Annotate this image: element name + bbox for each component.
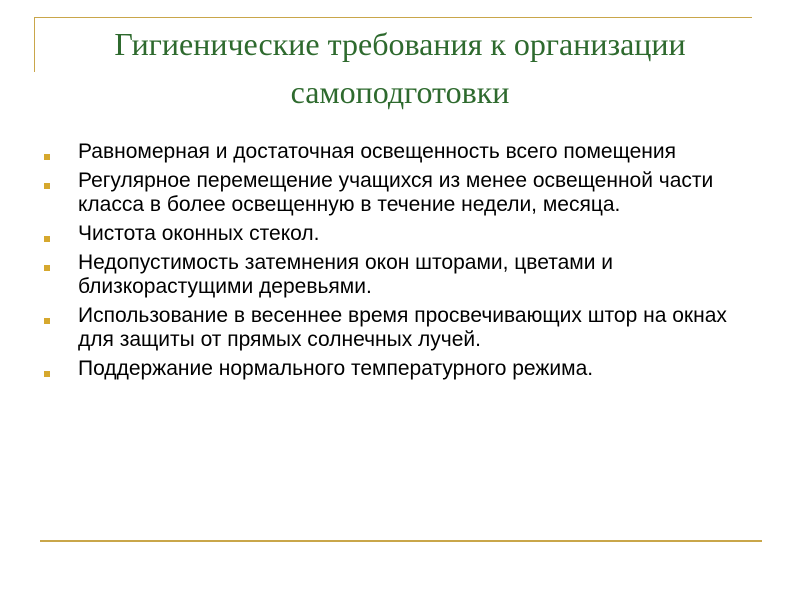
title-frame-top-line: [34, 17, 752, 18]
square-bullet-icon: [44, 318, 50, 324]
title-frame-left-line: [34, 17, 35, 72]
bullet-text: Чистота оконных стекол.: [78, 222, 320, 245]
bullet-item: [40, 251, 740, 299]
bullet-list: [40, 140, 740, 386]
square-bullet-icon: [44, 183, 50, 189]
bullet-text: Регулярное перемещение учащихся из менее освещенной части класса в более освещенную в течение недели, месяца.: [78, 169, 714, 216]
square-bullet-icon: [44, 371, 50, 377]
bullet-item: [40, 304, 740, 352]
bullet-item: [40, 357, 740, 381]
bullet-text: Равномерная и достаточная освещенность всего помещения: [78, 140, 676, 163]
square-bullet-icon: [44, 236, 50, 242]
bullet-item: [40, 140, 740, 164]
slide-title: Гигиенические требования к организации самоподготовки: [114, 26, 686, 110]
bottom-divider: [40, 540, 762, 542]
bullet-item: [40, 222, 740, 246]
bullet-item: [40, 169, 740, 217]
bullet-text: Использование в весеннее время просвечивающих штор на окнах для защиты от прямых солнечных лучей.: [78, 304, 727, 351]
bullet-text: Поддержание нормального температурного режима.: [78, 357, 594, 380]
square-bullet-icon: [44, 265, 50, 271]
square-bullet-icon: [44, 154, 50, 160]
bullet-text: Недопустимость затемнения окон шторами, цветами и близкорастущими деревьями.: [78, 251, 614, 298]
